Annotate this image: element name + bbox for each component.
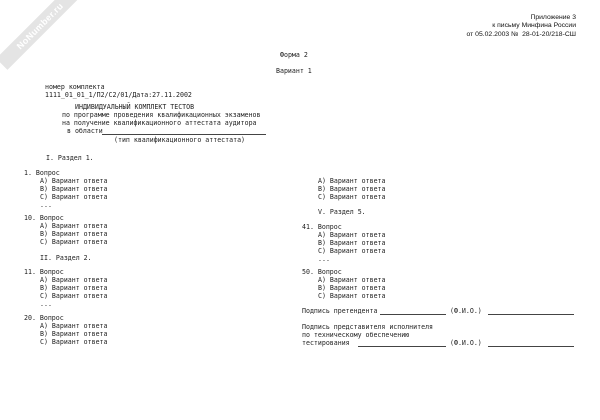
q41-answer-a: А) Вариант ответа <box>318 231 386 239</box>
question-1: 1. Вопрос <box>24 169 60 177</box>
rep-fio-line <box>488 346 574 347</box>
question-41: 41. Вопрос <box>302 223 342 231</box>
q11-answer-b: В) Вариант ответа <box>40 284 108 292</box>
q11-ellipsis: ... <box>40 300 52 308</box>
rep-fio-label: (Ф.И.О.) <box>450 339 482 347</box>
appendix-line-1: Приложение 3 <box>530 14 576 21</box>
certificate-type-line <box>102 134 266 135</box>
q11-answer-a: А) Вариант ответа <box>40 276 108 284</box>
rep-signature-line-2: по техническому обеспечению <box>302 331 410 339</box>
q41-answer-b: В) Вариант ответа <box>318 239 386 247</box>
title-line-1: ИНДИВИДУАЛЬНЫЙ КОМПЛЕКТ ТЕСТОВ <box>75 103 195 111</box>
q50-answer-b: В) Вариант ответа <box>318 284 386 292</box>
q10-answer-c: С) Вариант ответа <box>40 238 108 246</box>
appendix-line-2: к письму Минфина России <box>492 22 576 29</box>
q10-answer-a: А) Вариант ответа <box>40 222 108 230</box>
q20-answer-c: С) Вариант ответа <box>40 338 108 346</box>
q41-answer-c: С) Вариант ответа <box>318 247 386 255</box>
certificate-type-caption: (тип квалификационного аттестата) <box>114 136 246 144</box>
appendix-line-3: от 05.02.2003 № 28-01-20/218-СШ <box>466 31 576 38</box>
rep-signature-line <box>358 346 446 347</box>
applicant-fio-line <box>488 314 574 315</box>
q20-answer-a: А) Вариант ответа <box>40 322 108 330</box>
q20-answer-b: В) Вариант ответа <box>40 330 108 338</box>
question-11: 11. Вопрос <box>24 268 64 276</box>
question-20: 20. Вопрос <box>24 314 64 322</box>
q1-ellipsis: ... <box>40 201 52 209</box>
title-line-2: по программе проведения квалификационных экзаменов <box>62 111 261 119</box>
q1-answer-c: С) Вариант ответа <box>40 193 108 201</box>
rep-signature-line-3: тестирования <box>302 339 350 347</box>
q41-ellipsis: ... <box>318 255 330 263</box>
q1-answer-b: В) Вариант ответа <box>40 185 108 193</box>
question-50: 50. Вопрос <box>302 268 342 276</box>
applicant-fio-label: (Ф.И.О.) <box>450 307 482 315</box>
q11-answer-c: С) Вариант ответа <box>40 292 108 300</box>
section-5-heading: V. Раздел 5. <box>318 208 366 216</box>
title-line-4: в области <box>67 127 103 135</box>
applicant-signature-line <box>380 314 446 315</box>
q1-answer-a: А) Вариант ответа <box>40 177 108 185</box>
q50-answer-a: А) Вариант ответа <box>318 276 386 284</box>
col2-answer-a: А) Вариант ответа <box>318 177 386 185</box>
kit-number-label: номер комплекта <box>45 83 105 91</box>
rep-signature-line-1: Подпись представителя исполнителя <box>302 323 434 331</box>
watermark-text: NoNumber.ru <box>14 0 66 52</box>
applicant-signature-label: Подпись претендента <box>302 307 378 315</box>
q50-answer-c: С) Вариант ответа <box>318 292 386 300</box>
section-2-heading: II. Раздел 2. <box>40 254 92 262</box>
col2-answer-c: С) Вариант ответа <box>318 193 386 201</box>
question-10: 10. Вопрос <box>24 214 64 222</box>
watermark-stamp <box>0 0 84 70</box>
section-1-heading: I. Раздел 1. <box>46 154 94 162</box>
col2-answer-b: В) Вариант ответа <box>318 185 386 193</box>
kit-number: 1111_01_01_1/П2/С2/01/Дата:27.11.2002 <box>45 91 192 99</box>
title-line-3: на получение квалификационного аттестата аудитора <box>62 119 257 127</box>
q10-answer-b: В) Вариант ответа <box>40 230 108 238</box>
form-number: Форма 2 <box>280 51 308 59</box>
variant-label: Вариант 1 <box>276 67 312 75</box>
